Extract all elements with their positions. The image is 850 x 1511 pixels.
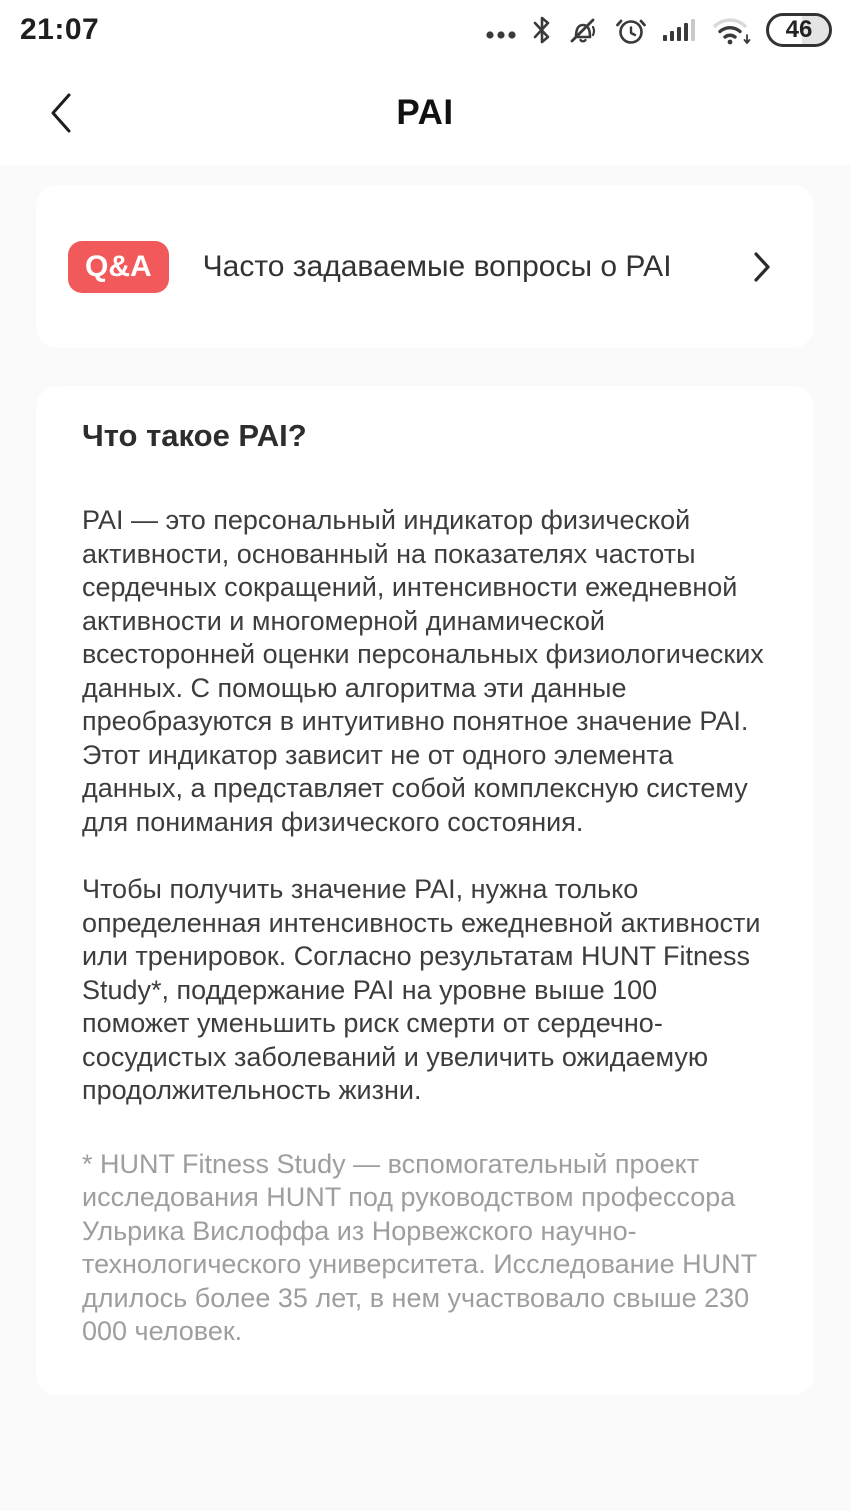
mute-icon: [566, 13, 600, 47]
battery-icon: [766, 13, 832, 47]
content: [0, 165, 850, 1395]
info-card: [36, 386, 814, 1395]
chevron-right-icon: [752, 250, 772, 284]
info-heading: Что такое PAI?: [82, 418, 307, 453]
back-chevron-icon: [48, 123, 74, 138]
back-button[interactable]: [40, 83, 82, 143]
status-bar: [0, 0, 850, 60]
status-time: 21:07: [20, 13, 100, 46]
qa-badge: Q&A: [68, 241, 169, 293]
more-dots-icon: [484, 13, 518, 47]
page-title: PAI: [396, 92, 454, 132]
alarm-icon: [613, 12, 649, 48]
battery-percent: 46: [785, 16, 813, 43]
info-paragraph-1: PAI — это персональный индикатор физической активности, основанный на показателях частоты сердечных сокращений, интенсивности ежедневной активности и многомерной динамической всесторонней оценки персональных физиологических данных. С помощью алгоритма эти данные преобразуются в интуитивно понятное значение PAI. Этот индикатор зависит не от одного элемента данных, а представляет собой комплексную систему для понимания физического состояния.: [82, 505, 764, 837]
header: [0, 60, 850, 165]
wifi-icon: [711, 13, 753, 47]
faq-label: Часто задаваемые вопросы о PAI: [202, 249, 672, 283]
info-paragraph-2: Чтобы получить значение PAI, нужна только определенная интенсивность ежедневной активности или тренировок. Согласно результатам HUNT Fitness Study*, поддержание PAI на уровне выше 100 поможет уменьшить риск смерти от сердечно-сосудистых заболеваний и увеличить ожидаемую продолжительность жизни.: [82, 874, 761, 1105]
info-footnote: * HUNT Fitness Study — вспомогательный проект исследования HUNT под руководством профессора Ульрика Вислоффа из Норвежского научно-технологического университета. Исследование HUNT длилось более 35 лет, в нем участвовало свыше 230 000 человек.: [82, 1148, 757, 1346]
bluetooth-icon: [531, 13, 553, 47]
faq-card[interactable]: [36, 185, 814, 348]
signal-icon: [662, 13, 698, 47]
status-icons: [484, 12, 832, 48]
